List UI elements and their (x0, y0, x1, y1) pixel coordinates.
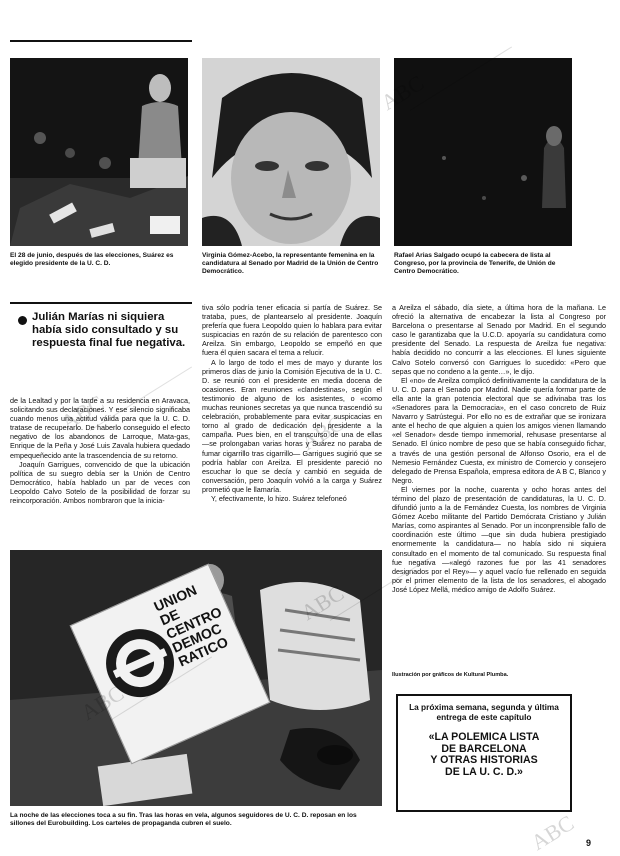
caption-photo-4: La noche de las elecciones toca a su fin. Tras las horas en vela, algunos seguidores de U. C. D. reposan en los sillones del Eurobuilding. Los carteles de propaganda cubren el suelo. (10, 812, 357, 828)
article-column-2 (202, 303, 382, 542)
bullet-icon (18, 316, 27, 325)
watermark: ABC (56, 389, 109, 436)
col3-paragraph: a Areilza el sábado, día siete, a última hora de la mañana. Le ofreció la alternativa de encabezar la lista al Congreso por Barcelona o presentarse al Senado por Madrid. En el segundo caso le garantizaba que la U.C.D. apoyaría su candidatura como presidente del Senado. La respuesta de Areilza fue negativa: había decidido no concurrir a las elecciones. El lunes siguiente Calvo Sotelo conversó con Garrigues lo sucedido: «Pero que sepas que no condeno a la gente…», le dijo. (392, 303, 606, 376)
caption-photo-3: Rafael Arias Salgado ocupó la cabecera de lista al Congreso, por la provincia de Tenerife, de Unión de Centro Democrático. (394, 252, 556, 276)
top-rule (10, 40, 192, 42)
illustration-credit: Ilustración por gráficos de Kultural Plumba. (392, 672, 509, 678)
article-column-1 (10, 396, 190, 542)
col2-paragraph: Y, efectivamente, lo hizo. Suárez telefoneó (211, 493, 347, 503)
headline: Julián Marías ni siquiera había sido consultado y su respuesta final fue negativa. (32, 311, 186, 349)
photo-rafael-arias-salgado (394, 58, 572, 246)
col1-paragraph: Joaquín Garrigues, convencido de que la ubicación política de su suegro debía ser la Unión de Centro Democrático, había hablado un par de veces con Leopoldo Calvo Sotelo de la posibilidad de forzar su reincorporación. Ambos nombraron que la inicia- (10, 459, 190, 506)
photo-virginia-gomez-acebo (202, 58, 380, 246)
col2-paragraph: A lo largo de todo el mes de mayo y durante los primeros días de junio la Comisión Ejecutiva de la U. C. D. se reunió con el presidente en media docena de ocasiones. Eran reuniones «clandestinas», según el testimonio de alguno de los asistentes, o «como muchas reuniones secretas ya que nunca trascendió su celebración, probablemente para evitar suspicacias en torno al grado de dedicación del presidente a la campaña. Pues bien, en el transcurso de una de ellas —se prolongaban varias horas y Suárez no paraba de fumar cigarrillo tras cigarrillo— Garrigues sugirió que se podría hablar con Areilza. El presidente pareció no escuchar lo que se decía y cambió en seguida de conversación, pero Joaquín volvió a la carga y Suárez prometió que le llamaría. (202, 357, 382, 494)
poster-text: UNION DE CENTRO DEMOCRATICO (151, 581, 231, 670)
caption-photo-1: El 28 de junio, después de las elecciones, Suárez es elegido presidente de la U. C. D. (10, 252, 174, 268)
headline-box (10, 302, 192, 390)
caption-photo-2: Virginia Gómez-Acebo, la representante femenina en la candidatura al Senado por Madrid de la Unión de Centro Democrático. (202, 252, 379, 276)
promo-title: «LA POLEMICA LISTA DE BARCELONA Y OTRAS HISTORIAS DE LA U. C. D.» (428, 730, 540, 779)
col1-paragraph: de la Lealtad y por la tarde a su residencia en Aravaca, solicitando sus declaraciones. Y ese silencio significaba cuando menos una actitud válida para que la U. C. D. tratase de recuperarlo. De haberlo conseguido el efecto negativo de los abandonos de Larroque, Mata-gas, Enrique de la Peña y José Luis Zavala hubiera quedado empequeñecido ante la trascendencia de su retorno. (10, 396, 190, 460)
watermark: ABC (526, 809, 579, 856)
next-week-promo-box (396, 694, 572, 812)
col3-paragraph: El viernes por la noche, cuarenta y ocho horas antes del término del plazo de presentación de candidaturas, la U. C. D. difundió junto a la de Fernández Cuesta, los nombres de Virginia Gómez Acebo militante del Partido Demócrata Cristiano y Julián Marías, como aspirantes al Senado. Por un inconprensible fallo de coordinación este último —que sin duda hubiera prestigiado enormemente la candidatura— no había sido ni siquiera consultado en el momento de tal comunicado. Su respuesta final fue negativa —«alegó razones fue por las 41 senadores designados por el Rey»— y aquel vacío fue rellenado en seguida por el primer elemento de la lista de los senadores, el abogado José López Mellá, médico amigo de Adolfo Suárez. (392, 484, 606, 594)
page-number: 9 (586, 838, 592, 848)
col3-paragraph: El «no» de Areilza complicó definitivamente la candidatura de la U. C. D. para el Senado por Madrid. Nadie quería formar parte de ella ante la gran potencia electoral que se adivinaba tras los «Senadores para la Democracia», en el caso concreto de Ruiz Navarro y Satrústegui. Por ello no es de extrañar que se ironizara ante el hecho de que alguien a quien los amigos vienen llamando «el Senador» desde tiempo inmemorial, rehusase presentarse al Senado. El único nombre de peso que se había conseguido fichar, a través de una gestión personal de Alfonso Osorio, era el de Nemesio Fernández Cuesta, ex ministro de Comercio y consejero delegado de Prensa Española, empresa editora de A B C, Blanco y Negro. (392, 375, 606, 485)
article-column-3 (392, 303, 606, 667)
promo-lead: La próxima semana, segunda y última entrega de este capítulo (409, 702, 559, 723)
watermark: ABC (296, 409, 349, 456)
photo-suarez-podium (10, 58, 188, 246)
photo-eurobuilding-supporters (10, 550, 382, 806)
col2-paragraph: tiva sólo podría tener eficacia si partía de Suárez. Se trataba, pues, de plantearselo al presidente. Joaquín prefería que fuera Leopoldo quien lo hablara para evitar suspicacias en razón de su relación de parentesco con Areilza. Sin embargo, Leopoldo se empeñó en que fuera él quien sacara el tema a relucir. (202, 303, 382, 358)
